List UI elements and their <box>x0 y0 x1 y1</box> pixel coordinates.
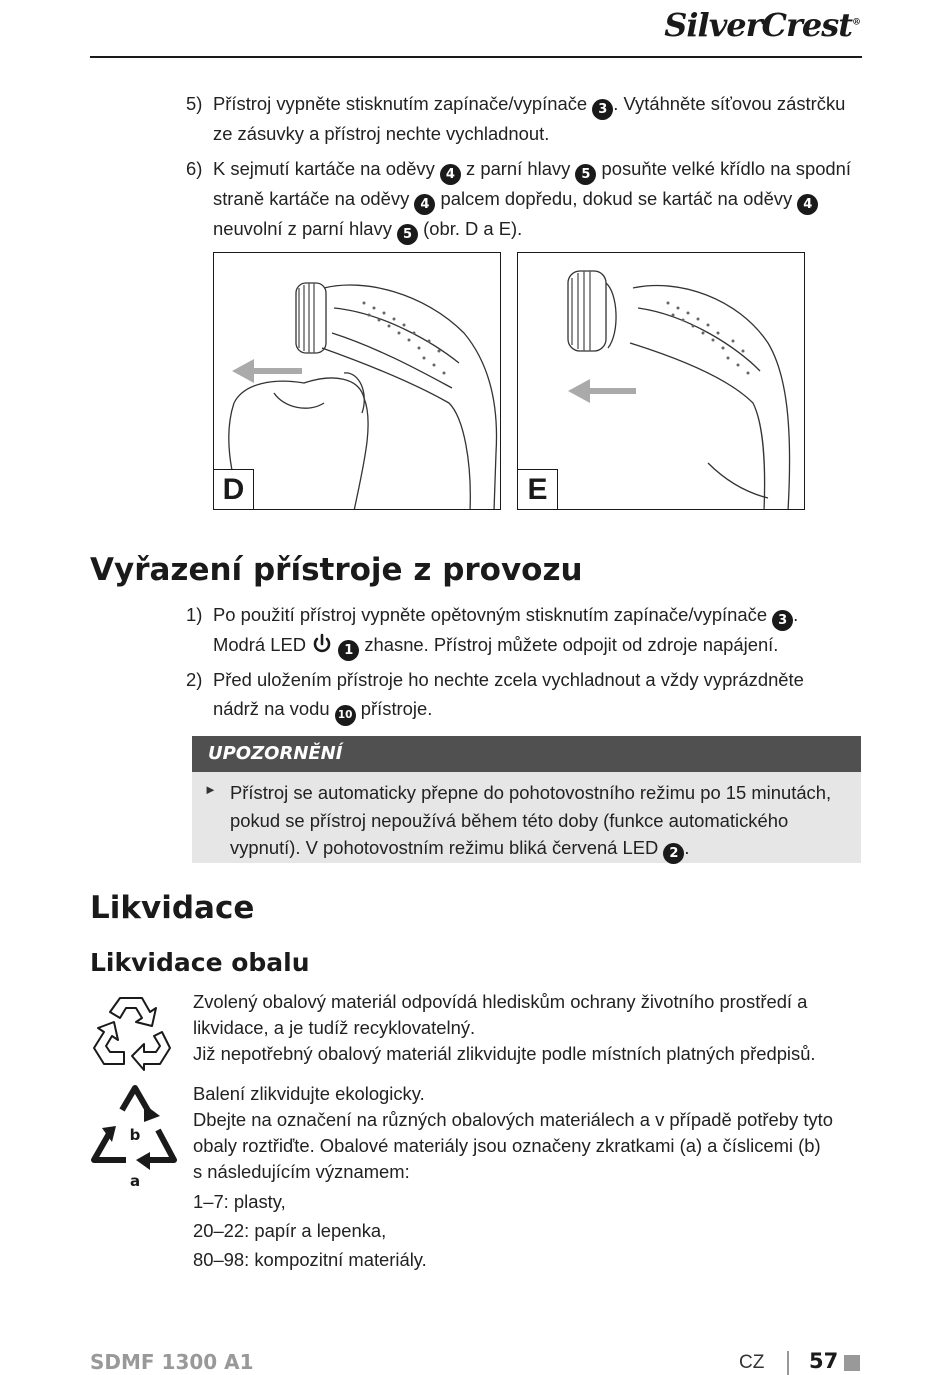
code-item: 80–98: kompozitní materiály. <box>193 1249 427 1270</box>
ref-circle: 2 <box>663 843 684 864</box>
bullet-arrow-icon: ► <box>204 782 217 797</box>
step-text: Přístroj vypněte stisknutím zapínače/vypínače 3 . Vytáhněte síťovou zástrčku ze zásuvky a přístroj nechte vychladnout. <box>213 93 846 144</box>
disposal-paragraph <box>193 1081 861 1185</box>
step-text: Po použití přístroj vypněte opětovným stisknutím zapínače/vypínače 3 . Modrá LED 1 zhasne. Přístroj můžete odpojit od zdroje napájení. <box>213 601 866 664</box>
language-code: CZ <box>739 1352 765 1373</box>
ref-circle: 3 <box>772 610 793 631</box>
ref-circle: 5 <box>575 164 596 185</box>
recycle-label-a: a <box>129 1172 141 1190</box>
code-item: 20–22: papír a lepenka, <box>193 1220 387 1241</box>
text-line: Již nepotřebný obalový materiál zlikvidujte podle místních platných předpisů. <box>193 1043 816 1064</box>
step-text: Před uložením přístroje ho nechte zcela vychladnout a vždy vyprázdněte nádrž na vodu 10 přístroje. <box>213 666 866 726</box>
shutdown-step-2 <box>186 666 866 726</box>
subsection-title: Likvidace obalu <box>90 948 310 977</box>
material-codes-list <box>193 1187 861 1274</box>
ref-circle: 4 <box>414 194 435 215</box>
footer-divider <box>787 1351 789 1375</box>
packaging-paragraph <box>193 989 861 1067</box>
step-5 <box>186 90 866 149</box>
figure-label: D <box>214 469 254 509</box>
recycling-code-icon <box>88 1082 182 1197</box>
arrow-left-icon <box>232 359 302 383</box>
warning-box <box>192 736 861 863</box>
arrow-left-icon <box>568 379 636 403</box>
figure-d <box>213 252 501 510</box>
shutdown-step-1 <box>186 601 866 664</box>
page-number: 57 <box>809 1349 839 1373</box>
figure-label: E <box>518 469 558 509</box>
model-number: SDMF 1300 A1 <box>90 1350 254 1374</box>
ref-circle: 4 <box>797 194 818 215</box>
text-line: Dbejte na označení na různých obalových materiálech a v případě potřeby tyto <box>193 1109 833 1130</box>
brand-logo: SilverCrest® <box>664 6 860 44</box>
page-marker <box>844 1355 860 1371</box>
text-line: s následujícím významem: <box>193 1161 410 1182</box>
section-title: Likvidace <box>90 890 255 926</box>
step-number: 1) <box>186 604 203 625</box>
steamer-illustration <box>518 253 805 510</box>
section-title: Vyřazení přístroje z provozu <box>90 552 583 588</box>
ref-circle: 3 <box>592 99 613 120</box>
text-line: likvidace, a je tudíž recyklovatelný. <box>193 1017 476 1038</box>
ref-circle: 4 <box>440 164 461 185</box>
text-line: Balení zlikvidujte ekologicky. <box>193 1083 425 1104</box>
ref-circle: 1 <box>338 640 359 661</box>
text-line: obaly roztřiďte. Obalové materiály jsou označeny zkratkami (a) a číslicemi (b) <box>193 1135 821 1156</box>
recycle-icon <box>90 992 176 1077</box>
step-number: 2) <box>186 669 203 690</box>
power-icon <box>311 633 333 664</box>
step-number: 5) <box>186 93 203 114</box>
step-6 <box>186 155 866 245</box>
warning-text: Přístroj se automaticky přepne do pohotovostního režimu po 15 minutách, pokud se přístroj nepoužívá během této doby (funkce automatického vypnutí). V pohotovostním režimu bliká červená LED 2 . <box>230 779 850 864</box>
figure-e <box>517 252 805 510</box>
ref-circle: 5 <box>397 224 418 245</box>
page-header <box>90 0 862 58</box>
ref-circle: 10 <box>335 705 356 726</box>
steamer-hand-illustration <box>214 253 501 510</box>
warning-title: UPOZORNĚNÍ <box>192 736 861 772</box>
recycle-label-b: b <box>129 1126 141 1144</box>
step-text: K sejmutí kartáče na oděvy 4 z parní hlavy 5 posuňte velké křídlo na spodní straně kartáče na oděvy 4 palcem dopředu, dokud se kartáč na oděvy 4 neuvolní z parní hlavy 5 (obr. D a E). <box>213 155 866 245</box>
text-line: Zvolený obalový materiál odpovídá hlediskům ochrany životního prostředí a <box>193 991 808 1012</box>
step-number: 6) <box>186 158 203 179</box>
code-item: 1–7: plasty, <box>193 1191 286 1212</box>
